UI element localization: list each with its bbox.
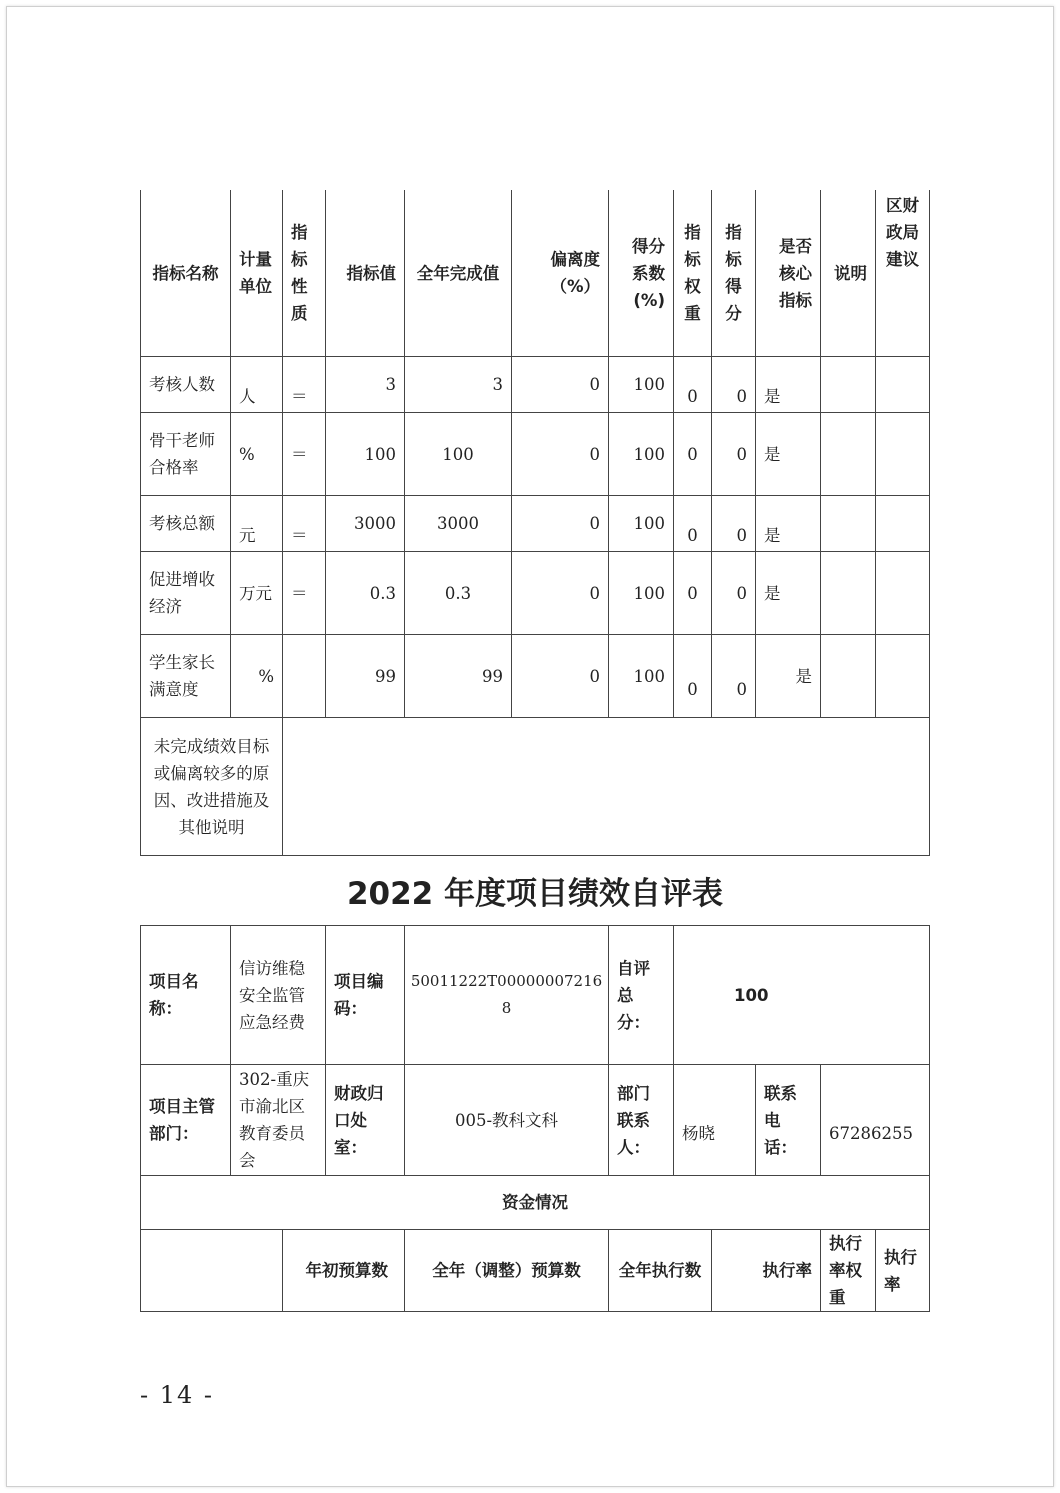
phone-value: 67286255	[820, 1064, 930, 1176]
indicator-note	[820, 634, 876, 718]
contact-label: 部门联系人：	[608, 1064, 674, 1176]
indicator-deviation: 0	[511, 412, 609, 496]
indicator-score: 0	[711, 356, 756, 413]
header-indicator-name: 指标名称	[140, 190, 231, 357]
indicator-score-coefficient: 100	[608, 356, 674, 413]
indicator-score-coefficient: 100	[608, 495, 674, 552]
indicator-core: 是	[755, 634, 821, 718]
indicator-completion: 99	[404, 634, 512, 718]
indicator-target-value: 99	[325, 634, 405, 718]
indicator-score-coefficient: 100	[608, 412, 674, 496]
indicator-nature: ＝	[282, 356, 326, 413]
indicator-completion: 3	[404, 356, 512, 413]
indicator-advice	[875, 551, 930, 635]
finance-office-value: 005-教科文科	[404, 1064, 609, 1176]
indicator-deviation: 0	[511, 356, 609, 413]
indicator-unit: 万元	[230, 551, 283, 635]
self-score-value: 100	[673, 925, 930, 1065]
indicator-weight: 0	[673, 356, 712, 413]
funds-rate-score-header: 执行率	[875, 1229, 930, 1312]
indicator-advice	[875, 634, 930, 718]
indicator-name: 学生家长满意度	[140, 634, 231, 718]
indicator-name: 考核总额	[140, 495, 231, 552]
indicator-score: 0	[711, 495, 756, 552]
indicator-unit: %	[230, 634, 283, 718]
indicator-score: 0	[711, 412, 756, 496]
phone-label: 联系电话：	[755, 1064, 821, 1176]
indicator-core: 是	[755, 495, 821, 552]
header-weight: 指标权重	[673, 190, 712, 357]
dept-value: 302-重庆市渝北区教育委员会	[230, 1064, 326, 1176]
indicator-nature: ＝	[282, 495, 326, 552]
funds-adjusted-budget-header: 全年（调整）预算数	[404, 1229, 609, 1312]
indicator-score: 0	[711, 634, 756, 718]
indicator-deviation: 0	[511, 551, 609, 635]
unfinished-reason-value	[282, 717, 930, 856]
indicator-score-coefficient: 100	[608, 551, 674, 635]
funds-rate-weight-header: 执行率权重	[820, 1229, 876, 1312]
indicator-target-value: 3	[325, 356, 405, 413]
project-name-value: 信访维稳安全监管应急经费	[230, 925, 326, 1065]
indicator-nature: ＝	[282, 412, 326, 496]
project-name-label: 项目名称：	[140, 925, 231, 1065]
indicator-weight: 0	[673, 634, 712, 718]
indicator-name: 促进增收经济	[140, 551, 231, 635]
indicator-unit: 人	[230, 356, 283, 413]
indicator-advice	[875, 412, 930, 496]
indicator-target-value: 0.3	[325, 551, 405, 635]
header-finance-advice: 区财政局建议	[875, 190, 930, 357]
indicator-name: 考核人数	[140, 356, 231, 413]
self-score-label: 自评总分：	[608, 925, 674, 1065]
page-number: - 14 -	[140, 1381, 215, 1409]
indicator-completion: 100	[404, 412, 512, 496]
header-target-value: 指标值	[325, 190, 405, 357]
header-unit: 计量单位	[230, 190, 283, 357]
funds-blank-header	[140, 1229, 283, 1312]
indicator-core: 是	[755, 356, 821, 413]
unfinished-reason-label: 未完成绩效目标或偏离较多的原因、改进措施及其他说明	[140, 717, 283, 856]
indicator-core: 是	[755, 412, 821, 496]
indicator-weight: 0	[673, 551, 712, 635]
indicator-name: 骨干老师合格率	[140, 412, 231, 496]
indicator-advice	[875, 495, 930, 552]
indicator-unit: %	[230, 412, 283, 496]
indicator-note	[820, 495, 876, 552]
indicator-core: 是	[755, 551, 821, 635]
header-core-indicator: 是否核心指标	[755, 190, 821, 357]
indicator-weight: 0	[673, 412, 712, 496]
indicator-weight: 0	[673, 495, 712, 552]
indicator-note	[820, 551, 876, 635]
header-nature: 指标性质	[282, 190, 326, 357]
indicator-nature	[282, 634, 326, 718]
indicator-deviation: 0	[511, 634, 609, 718]
indicator-deviation: 0	[511, 495, 609, 552]
header-deviation: 偏离度（%）	[511, 190, 609, 357]
funds-initial-budget-header: 年初预算数	[282, 1229, 405, 1312]
project-code-label: 项目编码：	[325, 925, 405, 1065]
indicator-advice	[875, 356, 930, 413]
indicator-completion: 0.3	[404, 551, 512, 635]
header-note: 说明	[820, 190, 876, 357]
header-score-coefficient: 得分系数(%)	[608, 190, 674, 357]
indicator-score: 0	[711, 551, 756, 635]
indicator-target-value: 3000	[325, 495, 405, 552]
funds-execution-rate-header: 执行率	[711, 1229, 821, 1312]
funds-section-label: 资金情况	[140, 1175, 930, 1230]
header-completion: 全年完成值	[404, 190, 512, 357]
header-score: 指标得分	[711, 190, 756, 357]
funds-executed-header: 全年执行数	[608, 1229, 712, 1312]
indicator-target-value: 100	[325, 412, 405, 496]
indicator-unit: 元	[230, 495, 283, 552]
dept-label: 项目主管部门：	[140, 1064, 231, 1176]
indicator-completion: 3000	[404, 495, 512, 552]
finance-office-label: 财政归口处室：	[325, 1064, 405, 1176]
indicator-nature: ＝	[282, 551, 326, 635]
section-title: 2022 年度项目绩效自评表	[346, 876, 724, 912]
contact-value: 杨晓	[673, 1064, 756, 1176]
project-code-value: 50011222T000000072168	[404, 925, 609, 1065]
indicator-note	[820, 412, 876, 496]
indicator-note	[820, 356, 876, 413]
indicator-score-coefficient: 100	[608, 634, 674, 718]
